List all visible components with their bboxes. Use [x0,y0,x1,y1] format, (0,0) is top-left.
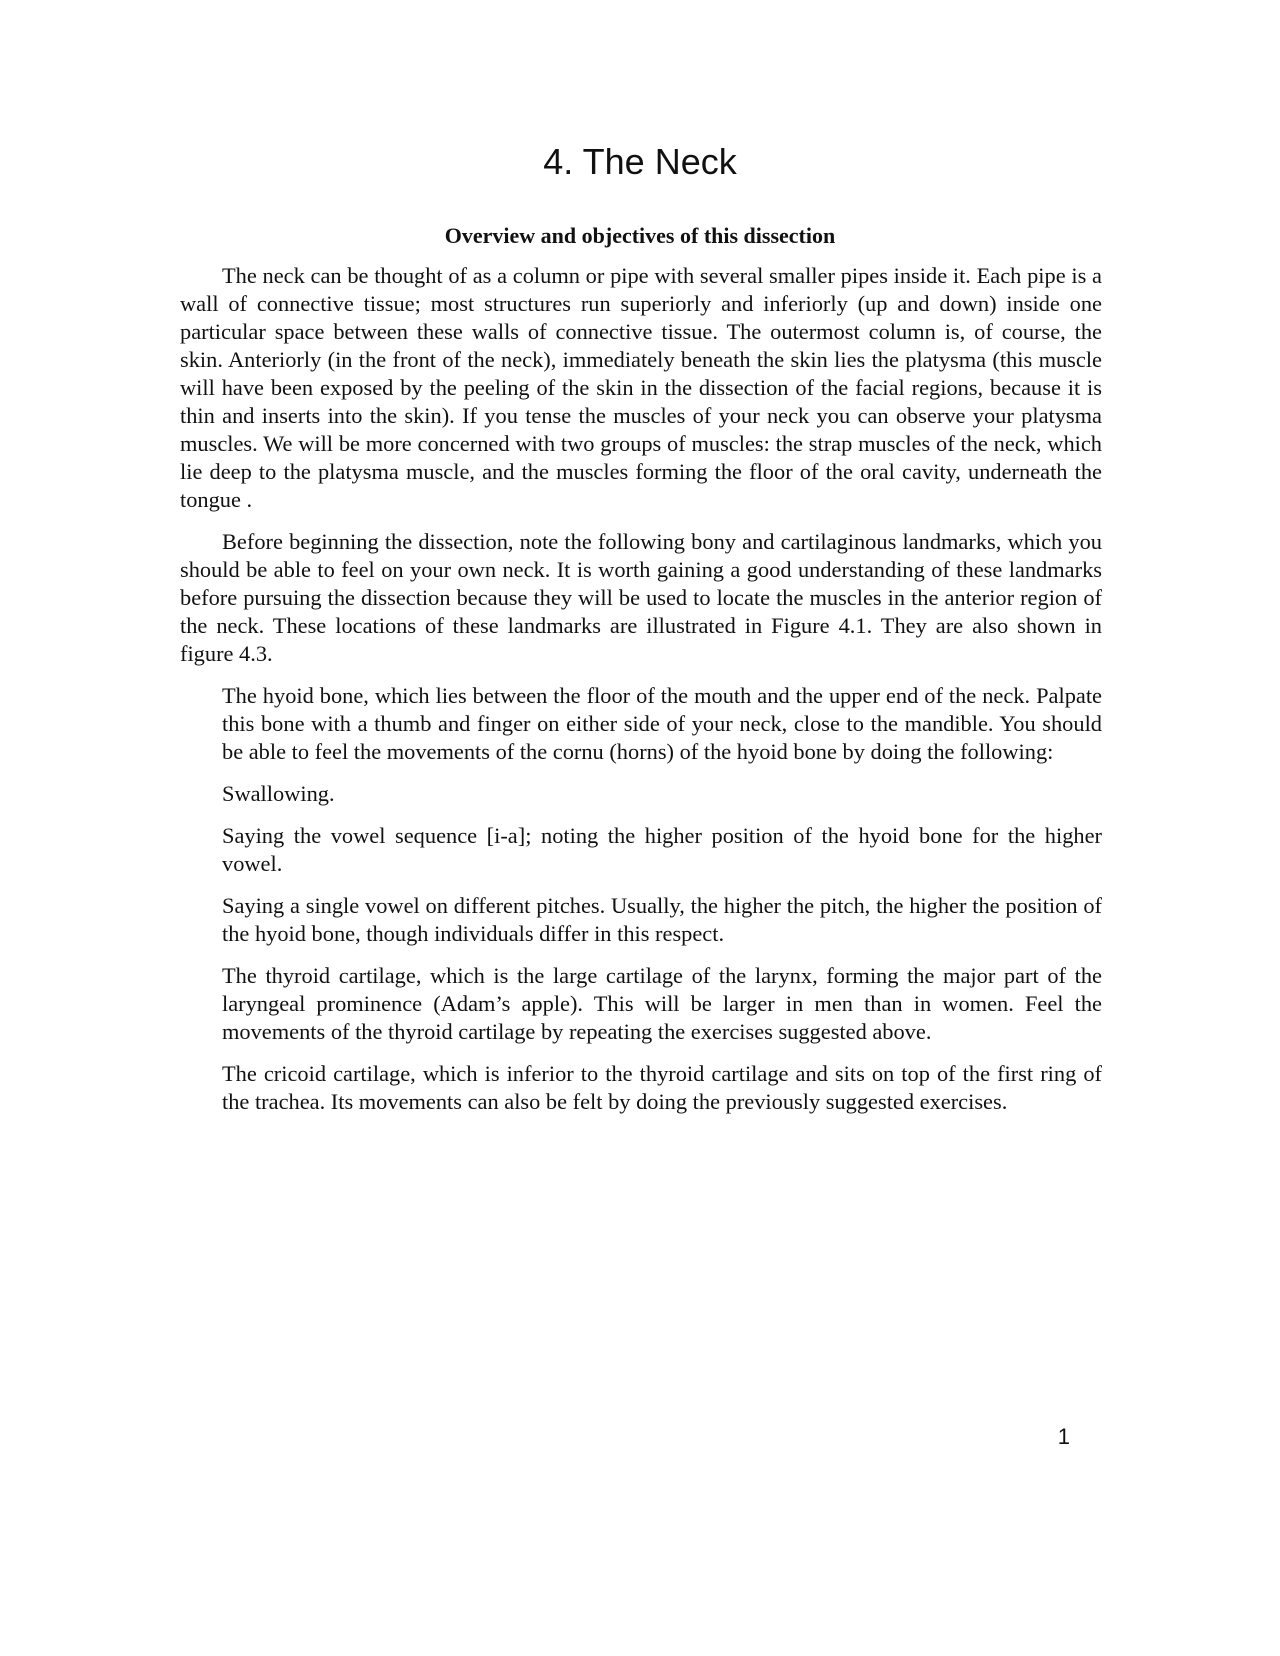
landmark-thyroid-cartilage: The thyroid cartilage, which is the large cartilage of the larynx, forming the major part of the laryngeal prominence (Adam’s apple). This will be larger in men than in women. Feel the movements of the thyroid cartilage by repeating the exercises suggested above. [222,963,1102,1044]
paragraph-neck-overview: The neck can be thought of as a column or pipe with several smaller pipes inside it. Each pipe is a wall of connective tissue; most structures run superiorly and inferiorly (up and down) inside one particular space between these walls of connective tissue. The outermost column is, of course, the skin. Anteriorly (in the front of the neck), immediately beneath the skin lies the platysma (this muscle will have been exposed by the peeling of the skin in the dissection of the facial regions, because it is thin and inserts into the skin). If you tense the muscles of your neck you can observe your platysma muscles. We will be more concerned with two groups of muscles: the strap muscles of the neck, which lie deep to the platysma muscle, and the muscles forming the floor of the oral cavity, underneath the tongue . [180,263,1102,512]
body-text [180,262,1102,1130]
section-heading: Overview and objectives of this dissection [444,223,836,248]
paragraph-landmarks-intro: Before beginning the dissection, note the following bony and cartilaginous landmarks, which you should be able to feel on your own neck. It is worth gaining a good understanding of these landmarks before pursuing the dissection because they will be used to locate the muscles in the anterior region of the neck. These locations of these landmarks are illustrated in Figure 4.1. They are also shown in figure 4.3. [180,529,1102,666]
page-number: 1 [1057,1424,1070,1449]
chapter-title: 4. The Neck [543,141,737,182]
landmark-hyoid-bone: The hyoid bone, which lies between the floor of the mouth and the upper end of the neck. Palpate this bone with a thumb and finger on either side of your neck, close to the mandible. You should be able to feel the movements of the cornu (horns) of the hyoid bone by doing the following: [222,683,1102,764]
landmark-cricoid-cartilage: The cricoid cartilage, which is inferior to the thyroid cartilage and sits on top of the first ring of the trachea. Its movements can also be felt by doing the previously suggested exercises. [222,1061,1102,1114]
exercise-vowel-sequence: Saying the vowel sequence [i-a]; noting the higher position of the hyoid bone for the higher vowel. [222,823,1102,876]
exercise-vowel-pitches: Saying a single vowel on different pitches. Usually, the higher the pitch, the higher the position of the hyoid bone, though individuals differ in this respect. [222,893,1102,946]
exercise-swallowing: Swallowing. [222,781,335,806]
